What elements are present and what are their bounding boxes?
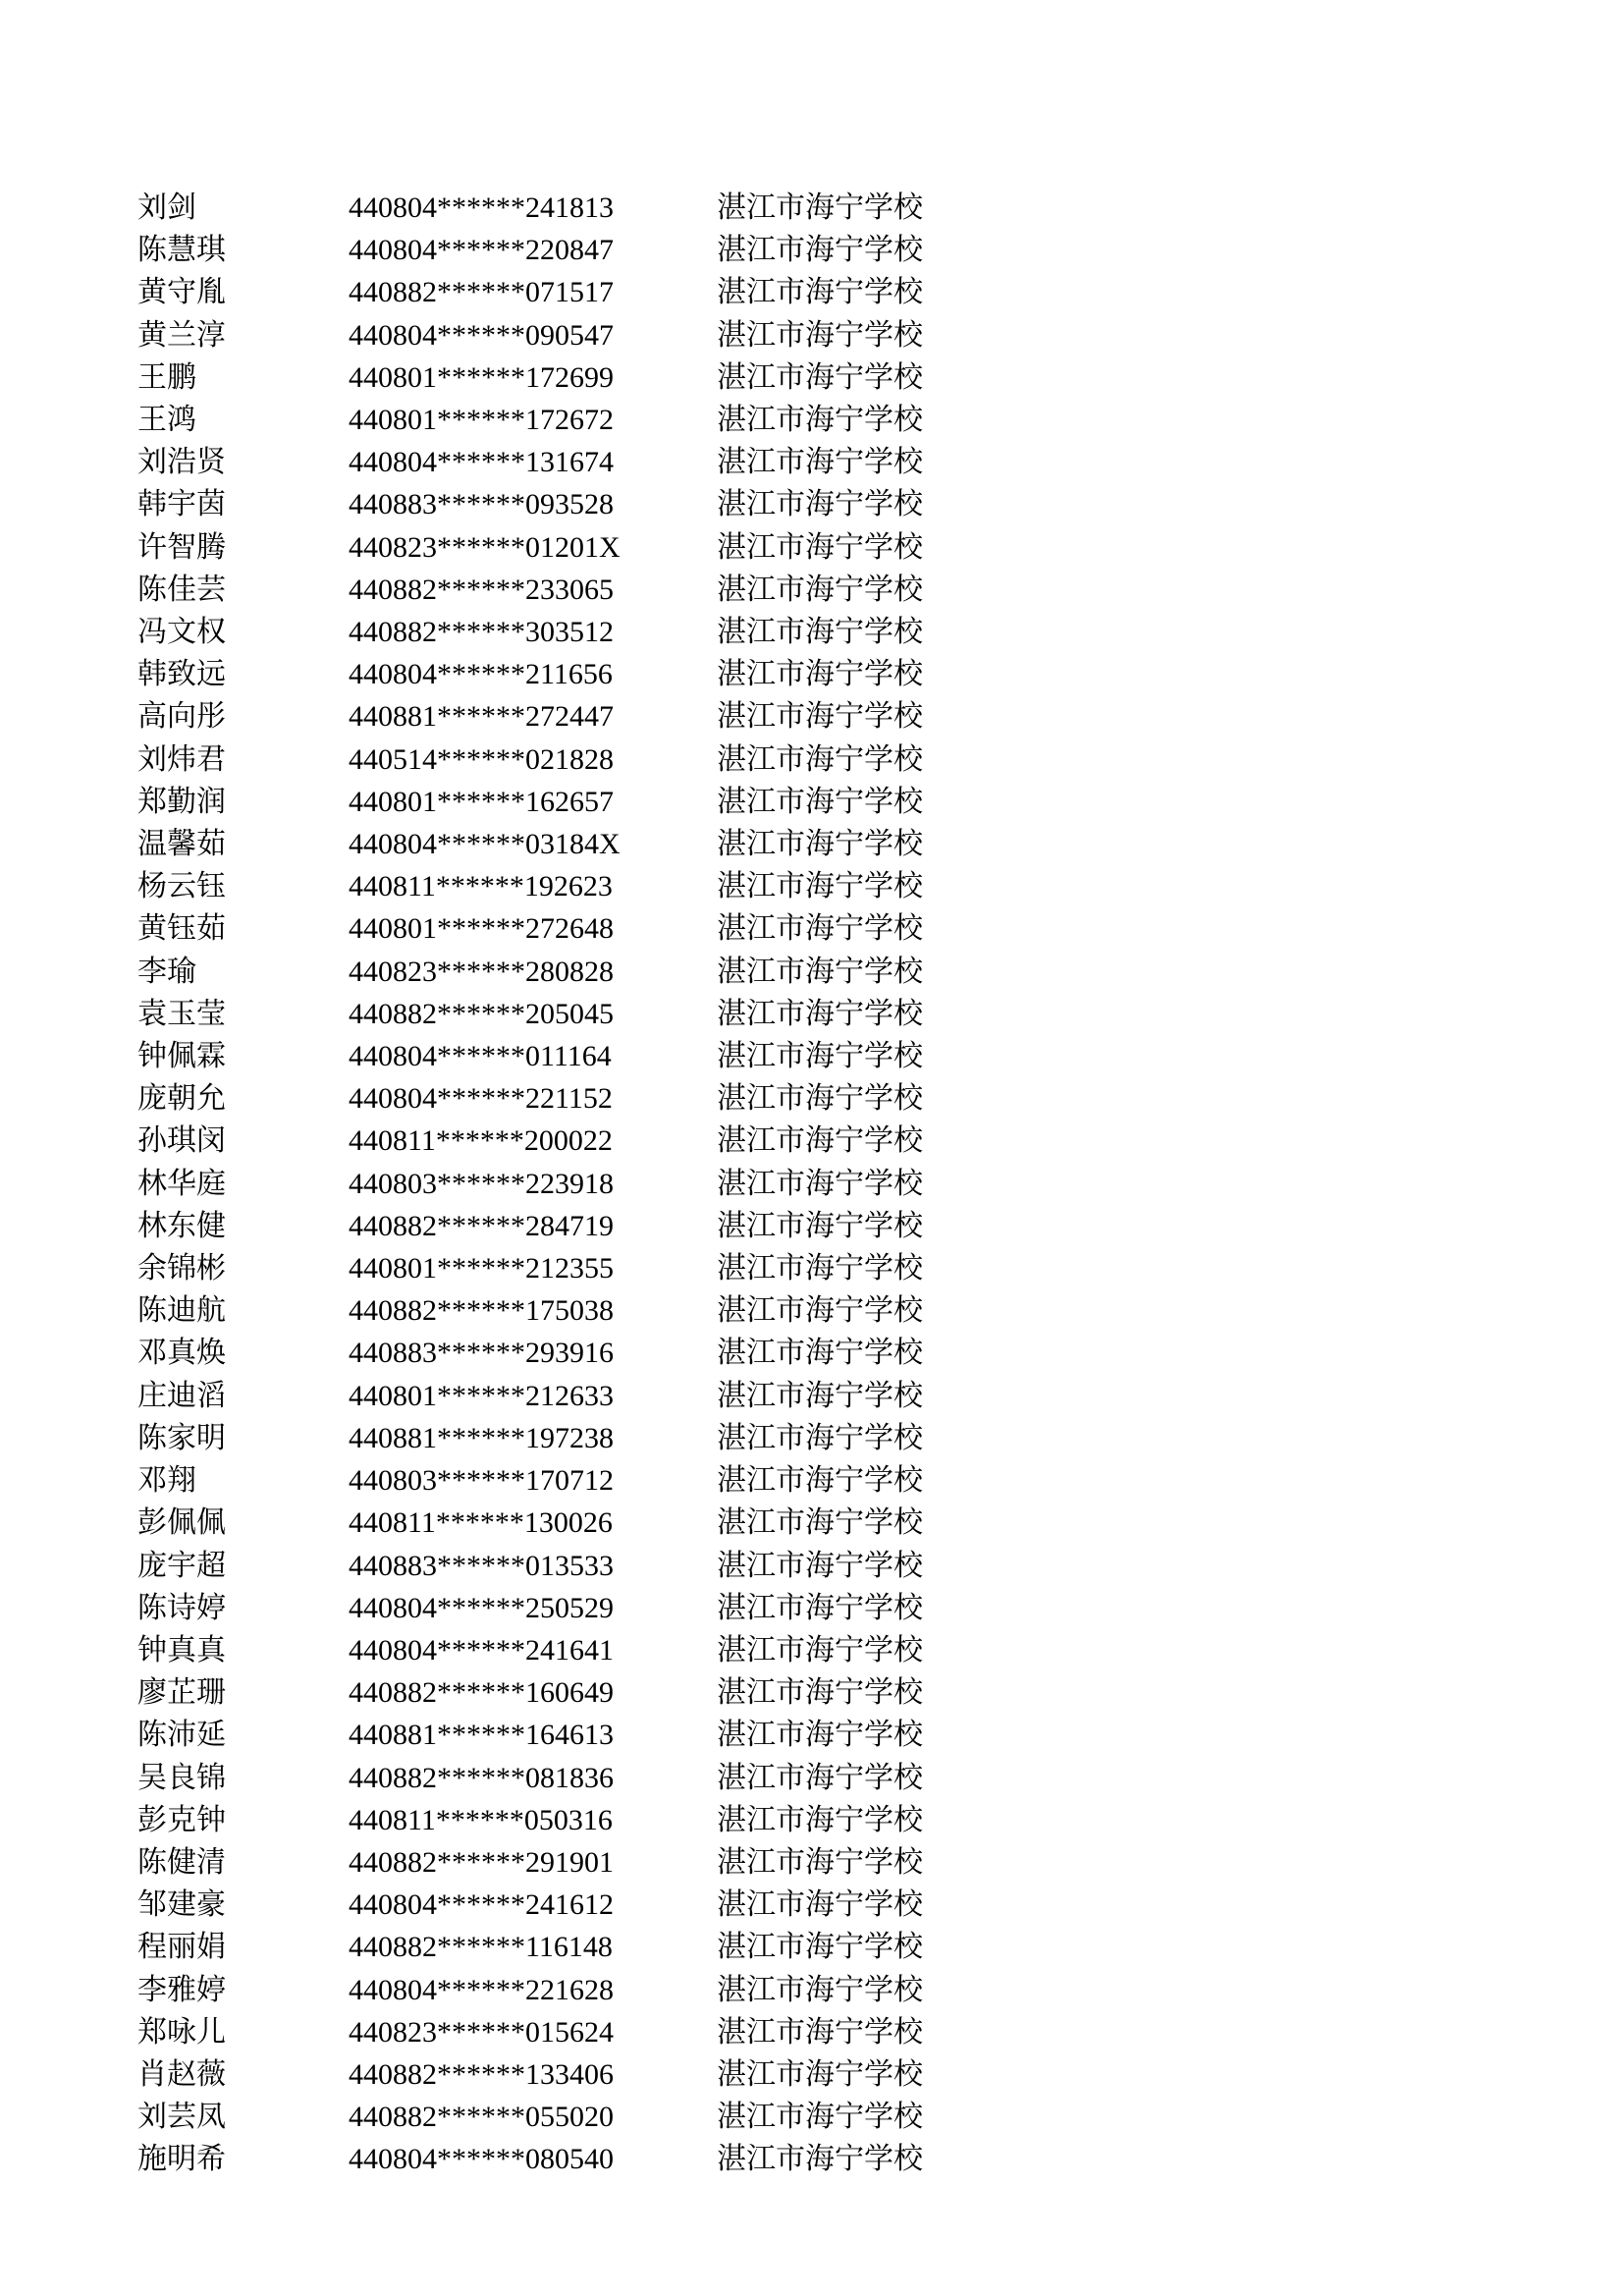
cell-school: 湛江市海宁学校 (717, 1506, 923, 1540)
table-row (137, 1205, 1011, 1247)
cell-name: 庄迪滔 (137, 1379, 226, 1412)
cell-name: 吴良锦 (137, 1761, 226, 1794)
cell-id-number: 440804******250529 (349, 1591, 614, 1624)
cell-name: 彭克钟 (137, 1803, 226, 1836)
cell-id-number: 440883******093528 (349, 488, 614, 521)
cell-id-number: 440882******284719 (349, 1209, 614, 1242)
cell-id-number: 440804******221628 (349, 1973, 614, 2006)
cell-name: 廖芷珊 (137, 1676, 226, 1710)
cell-id-number: 440882******081836 (349, 1761, 614, 1794)
cell-school: 湛江市海宁学校 (717, 1337, 923, 1370)
cell-id-number: 440804******220847 (349, 234, 614, 267)
cell-name: 韩宇茵 (137, 488, 226, 521)
cell-id-number: 440801******172699 (349, 360, 614, 394)
cell-id-number: 440882******175038 (349, 1294, 614, 1328)
table-row (137, 2096, 1011, 2138)
cell-id-number: 440811******200022 (349, 1124, 613, 1158)
table-row (137, 695, 1011, 738)
cell-school: 湛江市海宁学校 (717, 2101, 923, 2134)
cell-school: 湛江市海宁学校 (717, 1464, 923, 1498)
cell-id-number: 440881******197238 (349, 1421, 614, 1454)
table-row (137, 1671, 1011, 1714)
cell-school: 湛江市海宁学校 (717, 2057, 923, 2091)
cell-id-number: 440811******192623 (349, 870, 613, 903)
table-row (137, 2053, 1011, 2096)
table-row (137, 1799, 1011, 1841)
cell-school: 湛江市海宁学校 (717, 1209, 923, 1242)
cell-name: 李雅婷 (137, 1973, 226, 2006)
roster-table (137, 187, 1011, 2181)
cell-id-number: 440801******172672 (349, 404, 614, 437)
cell-id-number: 440804******011164 (349, 1040, 612, 1073)
cell-school: 湛江市海宁学校 (717, 1167, 923, 1200)
cell-name: 陈迪航 (137, 1294, 226, 1328)
cell-name: 黄兰淳 (137, 318, 226, 352)
cell-name: 陈佳芸 (137, 573, 226, 606)
cell-id-number: 440804******080540 (349, 2143, 614, 2176)
cell-school: 湛江市海宁学校 (717, 1888, 923, 1922)
cell-school: 湛江市海宁学校 (717, 700, 923, 734)
cell-school: 湛江市海宁学校 (717, 1931, 923, 1964)
cell-name: 郑咏儿 (137, 2015, 226, 2049)
table-row (137, 526, 1011, 569)
cell-id-number: 440803******170712 (349, 1464, 614, 1498)
cell-id-number: 440804******241641 (349, 1633, 614, 1667)
table-row (137, 1884, 1011, 1926)
cell-name: 施明希 (137, 2143, 226, 2176)
cell-name: 程丽娟 (137, 1931, 226, 1964)
cell-name: 肖赵薇 (137, 2057, 226, 2091)
table-row (137, 1120, 1011, 1162)
table-row (137, 1587, 1011, 1629)
cell-school: 湛江市海宁学校 (717, 785, 923, 818)
table-row (137, 1163, 1011, 1205)
cell-id-number: 440882******160649 (349, 1676, 614, 1710)
table-row (137, 1289, 1011, 1332)
cell-name: 冯文权 (137, 616, 226, 649)
cell-school: 湛江市海宁学校 (717, 1082, 923, 1116)
cell-name: 袁玉莹 (137, 997, 226, 1030)
table-row (137, 1841, 1011, 1884)
cell-school: 湛江市海宁学校 (717, 1719, 923, 1752)
cell-id-number: 440804******03184X (349, 828, 621, 861)
cell-name: 李瑜 (137, 955, 196, 988)
cell-id-number: 440823******01201X (349, 530, 621, 564)
table-row (137, 2138, 1011, 2180)
table-row (137, 1926, 1011, 1968)
table-row (137, 569, 1011, 611)
table-row (137, 1545, 1011, 1587)
cell-id-number: 440804******090547 (349, 318, 614, 352)
cell-school: 湛江市海宁学校 (717, 997, 923, 1030)
table-row (137, 187, 1011, 229)
cell-id-number: 440803******223918 (349, 1167, 614, 1200)
cell-school: 湛江市海宁学校 (717, 1379, 923, 1412)
cell-name: 庞宇超 (137, 1549, 226, 1582)
table-row (137, 314, 1011, 356)
cell-school: 湛江市海宁学校 (717, 1294, 923, 1328)
table-row (137, 1077, 1011, 1120)
cell-id-number: 440804******221152 (349, 1082, 613, 1116)
cell-school: 湛江市海宁学校 (717, 828, 923, 861)
table-row (137, 1035, 1011, 1077)
cell-name: 钟真真 (137, 1633, 226, 1667)
cell-id-number: 440801******272648 (349, 912, 614, 946)
cell-school: 湛江市海宁学校 (717, 1421, 923, 1454)
cell-id-number: 440804******241612 (349, 1888, 614, 1922)
cell-name: 林华庭 (137, 1167, 226, 1200)
table-row (137, 1332, 1011, 1374)
cell-id-number: 440882******133406 (349, 2057, 614, 2091)
table-row (137, 1629, 1011, 1671)
cell-school: 湛江市海宁学校 (717, 404, 923, 437)
table-row (137, 441, 1011, 483)
table-row (137, 993, 1011, 1035)
cell-id-number: 440811******050316 (349, 1803, 613, 1836)
cell-name: 邓翔 (137, 1464, 196, 1498)
cell-school: 湛江市海宁学校 (717, 234, 923, 267)
table-row (137, 1417, 1011, 1459)
cell-id-number: 440882******205045 (349, 997, 614, 1030)
cell-school: 湛江市海宁学校 (717, 318, 923, 352)
cell-school: 湛江市海宁学校 (717, 742, 923, 776)
cell-id-number: 440823******280828 (349, 955, 614, 988)
cell-name: 彭佩佩 (137, 1506, 226, 1540)
table-row (137, 1247, 1011, 1289)
cell-school: 湛江市海宁学校 (717, 2015, 923, 2049)
cell-school: 湛江市海宁学校 (717, 1591, 923, 1624)
cell-id-number: 440804******241813 (349, 191, 614, 224)
cell-name: 刘炜君 (137, 742, 226, 776)
cell-school: 湛江市海宁学校 (717, 530, 923, 564)
cell-id-number: 440883******293916 (349, 1337, 614, 1370)
cell-school: 湛江市海宁学校 (717, 276, 923, 309)
table-row (137, 1757, 1011, 1799)
cell-school: 湛江市海宁学校 (717, 1549, 923, 1582)
table-row (137, 653, 1011, 695)
cell-name: 刘剑 (137, 191, 196, 224)
table-row (137, 907, 1011, 950)
cell-school: 湛江市海宁学校 (717, 1803, 923, 1836)
cell-id-number: 440801******162657 (349, 785, 614, 818)
table-row (137, 399, 1011, 441)
cell-id-number: 440882******055020 (349, 2101, 614, 2134)
table-row (137, 356, 1011, 399)
cell-school: 湛江市海宁学校 (717, 1761, 923, 1794)
cell-id-number: 440804******131674 (349, 446, 614, 479)
cell-name: 韩致远 (137, 658, 226, 691)
cell-school: 湛江市海宁学校 (717, 191, 923, 224)
cell-name: 温馨茹 (137, 828, 226, 861)
cell-name: 孙琪闵 (137, 1124, 226, 1158)
cell-school: 湛江市海宁学校 (717, 1124, 923, 1158)
table-row (137, 1459, 1011, 1502)
cell-id-number: 440514******021828 (349, 742, 614, 776)
cell-name: 林东健 (137, 1209, 226, 1242)
table-row (137, 951, 1011, 993)
cell-school: 湛江市海宁学校 (717, 870, 923, 903)
cell-id-number: 440801******212355 (349, 1252, 614, 1285)
cell-name: 陈沛延 (137, 1719, 226, 1752)
cell-school: 湛江市海宁学校 (717, 1676, 923, 1710)
cell-school: 湛江市海宁学校 (717, 1973, 923, 2006)
cell-name: 陈健清 (137, 1845, 226, 1879)
cell-school: 湛江市海宁学校 (717, 1040, 923, 1073)
cell-name: 刘浩贤 (137, 446, 226, 479)
cell-name: 郑勤润 (137, 785, 226, 818)
cell-name: 陈诗婷 (137, 1591, 226, 1624)
cell-id-number: 440882******291901 (349, 1845, 614, 1879)
table-row (137, 1502, 1011, 1544)
cell-name: 邓真焕 (137, 1337, 226, 1370)
cell-school: 湛江市海宁学校 (717, 1845, 923, 1879)
cell-school: 湛江市海宁学校 (717, 658, 923, 691)
roster-table-body (137, 187, 1011, 2181)
cell-school: 湛江市海宁学校 (717, 912, 923, 946)
table-row (137, 483, 1011, 525)
cell-name: 余锦彬 (137, 1252, 226, 1285)
cell-name: 庞朝允 (137, 1082, 226, 1116)
table-row (137, 865, 1011, 907)
table-row (137, 611, 1011, 653)
cell-id-number: 440882******303512 (349, 616, 614, 649)
cell-school: 湛江市海宁学校 (717, 616, 923, 649)
cell-id-number: 440804******211656 (349, 658, 613, 691)
cell-school: 湛江市海宁学校 (717, 446, 923, 479)
cell-id-number: 440881******164613 (349, 1719, 614, 1752)
cell-school: 湛江市海宁学校 (717, 955, 923, 988)
table-row (137, 738, 1011, 781)
cell-id-number: 440882******233065 (349, 573, 614, 606)
cell-id-number: 440883******013533 (349, 1549, 614, 1582)
cell-name: 许智腾 (137, 530, 226, 564)
table-row (137, 1375, 1011, 1417)
cell-name: 高向彤 (137, 700, 226, 734)
cell-school: 湛江市海宁学校 (717, 1633, 923, 1667)
cell-id-number: 440811******130026 (349, 1506, 613, 1540)
cell-name: 黄守胤 (137, 276, 226, 309)
cell-name: 刘芸凤 (137, 2101, 226, 2134)
cell-name: 杨云钰 (137, 870, 226, 903)
table-row (137, 229, 1011, 271)
table-row (137, 823, 1011, 865)
cell-school: 湛江市海宁学校 (717, 573, 923, 606)
cell-name: 王鹏 (137, 360, 196, 394)
table-row (137, 271, 1011, 313)
table-row (137, 781, 1011, 823)
table-row (137, 1969, 1011, 2011)
table-row (137, 2011, 1011, 2053)
cell-id-number: 440823******015624 (349, 2015, 614, 2049)
cell-name: 陈慧琪 (137, 234, 226, 267)
cell-id-number: 440882******071517 (349, 276, 614, 309)
cell-school: 湛江市海宁学校 (717, 2143, 923, 2176)
cell-name: 王鸿 (137, 404, 196, 437)
cell-name: 陈家明 (137, 1421, 226, 1454)
cell-id-number: 440801******212633 (349, 1379, 614, 1412)
cell-name: 钟佩霖 (137, 1040, 226, 1073)
cell-name: 邹建豪 (137, 1888, 226, 1922)
cell-id-number: 440882******116148 (349, 1931, 613, 1964)
cell-name: 黄钰茹 (137, 912, 226, 946)
cell-school: 湛江市海宁学校 (717, 360, 923, 394)
cell-id-number: 440881******272447 (349, 700, 614, 734)
table-row (137, 1714, 1011, 1756)
cell-school: 湛江市海宁学校 (717, 1252, 923, 1285)
cell-school: 湛江市海宁学校 (717, 488, 923, 521)
